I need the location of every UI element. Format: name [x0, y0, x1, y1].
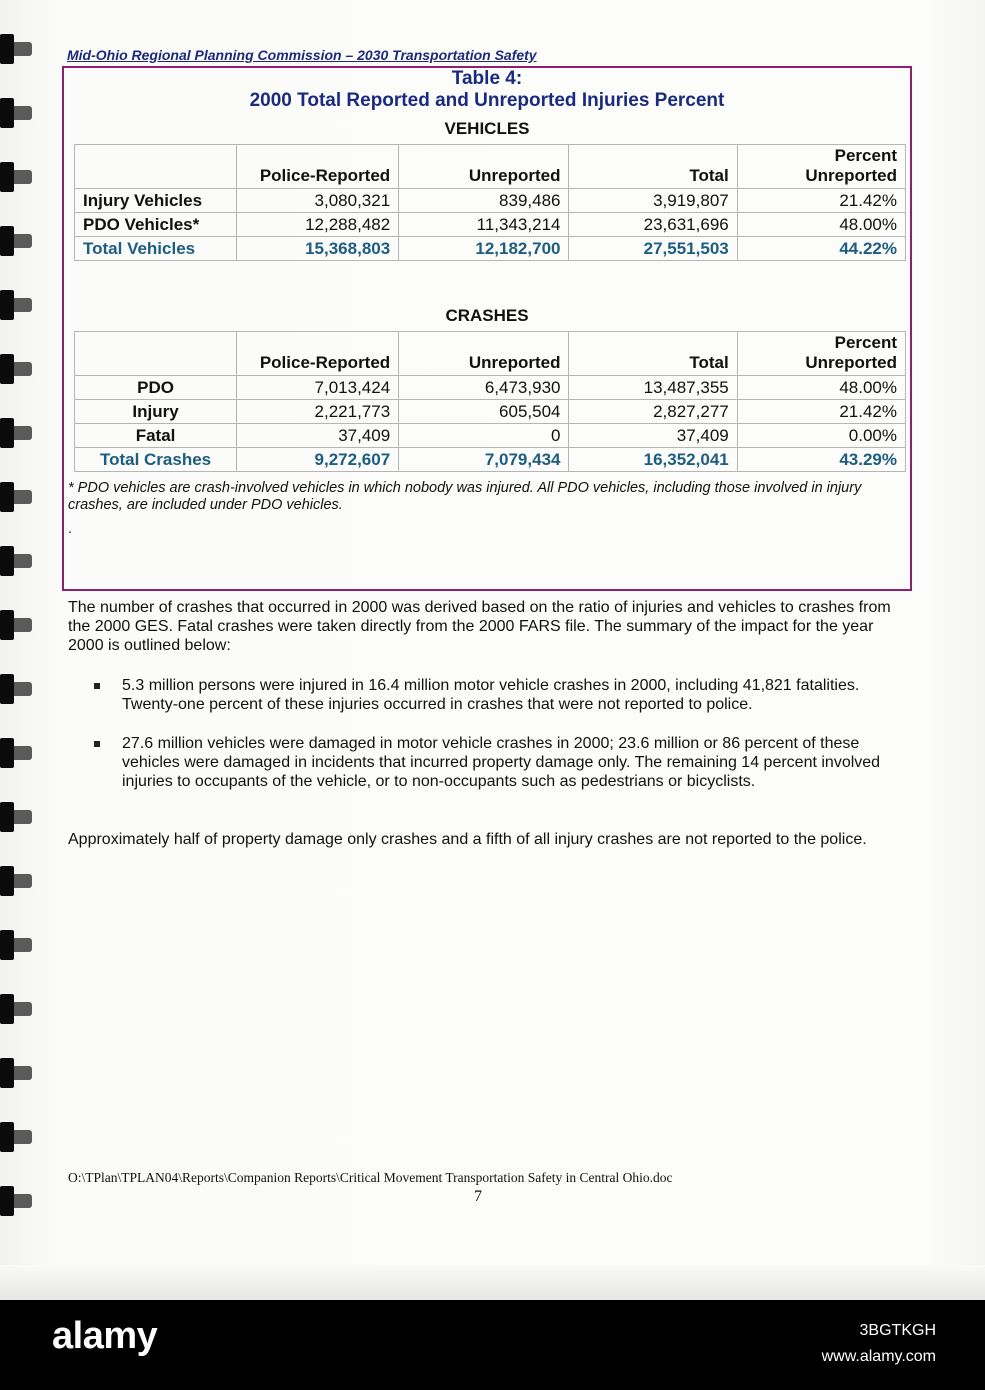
- unreported-cell: 605,504: [399, 400, 569, 424]
- binding-hole: [14, 362, 32, 376]
- police-reported-cell: 7,013,424: [237, 376, 399, 400]
- bullet-text: 27.6 million vehicles were damaged in motor vehicle crashes in 2000; 23.6 million or 86 percent of these vehicles were damaged in incidents that incurred property damage only. The remaining 14 percent involved injuries to occupants of the vehicle, or to non-occupants such as pedestrians or bicyclists.: [122, 735, 881, 790]
- binding-coil: [0, 226, 14, 256]
- vehicles-title: VEHICLES: [444, 119, 530, 138]
- binding-hole: [14, 1194, 32, 1208]
- binding-coil: [0, 994, 14, 1024]
- total-cell: 27,551,503: [569, 237, 737, 261]
- bullet-icon: [94, 683, 100, 689]
- table-row: [75, 213, 906, 237]
- police-reported-cell: 3,080,321: [237, 189, 399, 213]
- unreported-cell: 6,473,930: [399, 376, 569, 400]
- binding-hole: [14, 490, 32, 504]
- binding-coil: [0, 866, 14, 896]
- page-header: Mid-Ohio Regional Planning Commission – 2030 Transportation Safety: [67, 47, 537, 63]
- bullet-text: 5.3 million persons were injured in 16.4 million motor vehicle crashes in 2000, including 41,821 fatalities. Twenty-one percent of these injuries occurred in crashes that were not reported to police.: [122, 677, 860, 713]
- binding-coil: [0, 162, 14, 192]
- row-label: PDO: [75, 376, 237, 400]
- column-header: Unreported: [399, 332, 569, 376]
- crashes-title: CRASHES: [445, 306, 529, 325]
- paragraph-summary: Approximately half of property damage only crashes and a fifth of all injury crashes are not reported to the police.: [68, 831, 867, 848]
- row-label: Injury: [75, 400, 237, 424]
- table-row: [75, 189, 906, 213]
- image-id: 3BGTKGH: [859, 1322, 936, 1339]
- binding-coil: [0, 1058, 14, 1088]
- binding-coil: [0, 738, 14, 768]
- row-label: Total Vehicles: [75, 237, 237, 261]
- binding-hole: [14, 426, 32, 440]
- total-cell: 2,827,277: [569, 400, 737, 424]
- binding-coil: [0, 290, 14, 320]
- binding-hole: [14, 938, 32, 952]
- file-path: O:\TPlan\TPLAN04\Reports\Companion Reports\Critical Movement Transportation Safety in Central Ohio.doc: [68, 1170, 673, 1185]
- column-header: [75, 145, 237, 189]
- binding-hole: [14, 1066, 32, 1080]
- column-header: [75, 332, 237, 376]
- binding-coil: [0, 354, 14, 384]
- binding-hole: [14, 170, 32, 184]
- column-header: Total: [569, 145, 737, 189]
- percent-cell: 44.22%: [737, 237, 905, 261]
- page-number: 7: [474, 1188, 482, 1205]
- column-header: Percent Unreported: [737, 145, 905, 189]
- binding-coil: [0, 610, 14, 640]
- row-label: PDO Vehicles*: [75, 213, 237, 237]
- binding-hole: [14, 810, 32, 824]
- total-cell: 37,409: [569, 424, 737, 448]
- percent-cell: 21.42%: [737, 400, 905, 424]
- binding-hole: [14, 42, 32, 56]
- column-header: Percent Unreported: [737, 332, 905, 376]
- binding-hole: [14, 554, 32, 568]
- binding-coil: [0, 418, 14, 448]
- binding-hole: [14, 874, 32, 888]
- table-row: [75, 376, 906, 400]
- row-label: Injury Vehicles: [75, 189, 237, 213]
- binding-coil: [0, 674, 14, 704]
- table-header-row: [75, 332, 906, 376]
- bullet-icon: [94, 741, 100, 747]
- police-reported-cell: 15,368,803: [237, 237, 399, 261]
- percent-cell: 48.00%: [737, 213, 905, 237]
- binding-hole: [14, 234, 32, 248]
- binding-hole: [14, 746, 32, 760]
- police-reported-cell: 9,272,607: [237, 448, 399, 472]
- total-cell: 16,352,041: [569, 448, 737, 472]
- unreported-cell: 7,079,434: [399, 448, 569, 472]
- percent-cell: 0.00%: [737, 424, 905, 448]
- vehicles-table: [74, 144, 906, 261]
- total-cell: 23,631,696: [569, 213, 737, 237]
- unreported-cell: 11,343,214: [399, 213, 569, 237]
- binding-coil: [0, 98, 14, 128]
- binding-hole: [14, 106, 32, 120]
- row-label: Fatal: [75, 424, 237, 448]
- binding-coil: [0, 1186, 14, 1216]
- police-reported-cell: 12,288,482: [237, 213, 399, 237]
- brand-logo: alamy: [52, 1315, 158, 1357]
- site-url: www.alamy.com: [821, 1348, 936, 1365]
- binding-coil: [0, 802, 14, 832]
- column-header: Total: [569, 332, 737, 376]
- binding-coil: [0, 546, 14, 576]
- unreported-cell: 12,182,700: [399, 237, 569, 261]
- binding-hole: [14, 298, 32, 312]
- unreported-cell: 0: [399, 424, 569, 448]
- police-reported-cell: 37,409: [237, 424, 399, 448]
- table-row: [75, 424, 906, 448]
- column-header: Police-Reported: [237, 145, 399, 189]
- binding-hole: [14, 1002, 32, 1016]
- table-title: 2000 Total Reported and Unreported Injuries Percent: [249, 90, 725, 111]
- binding-coil: [0, 482, 14, 512]
- binding-coil: [0, 930, 14, 960]
- percent-cell: 43.29%: [737, 448, 905, 472]
- police-reported-cell: 2,221,773: [237, 400, 399, 424]
- binding-coil: [0, 34, 14, 64]
- total-cell: 3,919,807: [569, 189, 737, 213]
- table-label: Table 4:: [451, 68, 523, 89]
- column-header: Unreported: [399, 145, 569, 189]
- table-total-row: [75, 237, 906, 261]
- column-header: Police-Reported: [237, 332, 399, 376]
- table-row: [75, 400, 906, 424]
- crashes-table: [74, 331, 906, 472]
- total-cell: 13,487,355: [569, 376, 737, 400]
- unreported-cell: 839,486: [399, 189, 569, 213]
- table-total-row: [75, 448, 906, 472]
- binding-coil: [0, 1122, 14, 1152]
- table-header-row: [75, 145, 906, 189]
- paragraph-intro: The number of crashes that occurred in 2000 was derived based on the ratio of injuries and vehicles to crashes from the 2000 GES. Fatal crashes were taken directly from the 2000 FARS file. The summary of the impact for the year 2000 is outlined below:: [68, 599, 891, 654]
- percent-cell: 21.42%: [737, 189, 905, 213]
- binding-hole: [14, 1130, 32, 1144]
- percent-cell: 48.00%: [737, 376, 905, 400]
- binding-hole: [14, 618, 32, 632]
- binding-hole: [14, 682, 32, 696]
- table-footnote: * PDO vehicles are crash-involved vehicles in which nobody was injured. All PDO vehicles, including those involved in injury crashes, are included under PDO vehicles.: [68, 480, 862, 513]
- row-label: Total Crashes: [75, 448, 237, 472]
- page-edge-shadow: [0, 1265, 985, 1300]
- stray-mark: .: [68, 520, 72, 536]
